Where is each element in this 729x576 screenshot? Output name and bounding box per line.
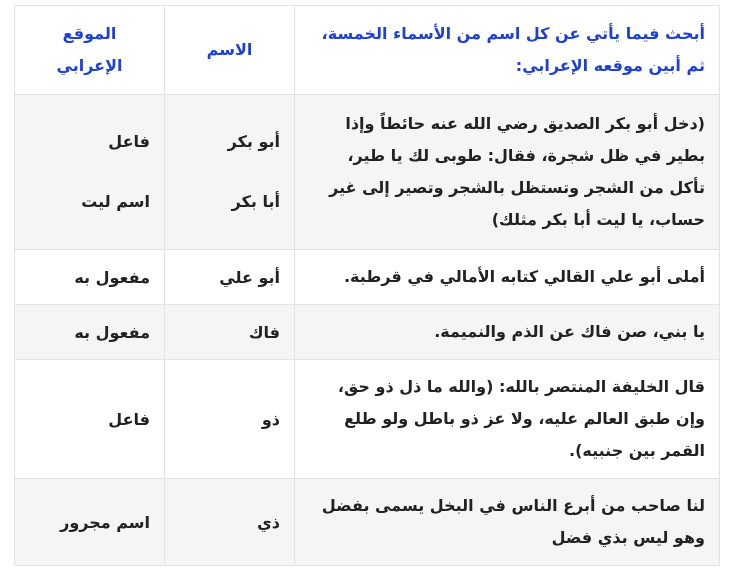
role-cell: مفعول به	[15, 250, 165, 305]
role-value: فاعل	[108, 132, 150, 151]
role-value: اسم ليت	[81, 192, 150, 211]
sentence-cell: قال الخليفة المنتصر بالله: (والله ما ذل ذو حق، وإن طبق العالم عليه، ولا عز ذو باطل ولو طلع القمر بين جنبيه).	[295, 360, 720, 479]
table-header-row	[15, 6, 720, 95]
role-cell: مفعول به	[15, 305, 165, 360]
role-header-line-2: الإعرابي	[56, 56, 123, 75]
role-column-header	[15, 6, 165, 95]
table-row	[15, 305, 720, 360]
role-cell: فاعل	[15, 360, 165, 479]
stack-spacer	[29, 158, 150, 186]
grammar-exercise-table	[14, 5, 720, 566]
table-row	[15, 360, 720, 479]
role-cell	[15, 95, 165, 250]
name-cell: ذي	[165, 479, 295, 566]
name-column-header: الاسم	[165, 6, 295, 95]
name-cell: ذو	[165, 360, 295, 479]
sentence-cell: أملى أبو علي القالي كتابه الأمالي في قرطبة.	[295, 250, 720, 305]
role-header-line-1: الموقع	[62, 24, 117, 43]
table-row	[15, 250, 720, 305]
stack-spacer	[179, 158, 280, 186]
role-cell: اسم مجرور	[15, 479, 165, 566]
name-value: أبا بكر	[231, 192, 280, 211]
table-row	[15, 95, 720, 250]
sentence-cell: (دخل أبو بكر الصديق رضي الله عنه حائطاً وإذا بطير في ظل شجرة، فقال: طوبى لك يا طير، تأكل من الشجر وتستظل بالشجر وتصير إلى غير حساب، يا ليت أبا بكر مثلك)	[295, 95, 720, 250]
name-cell: أبو علي	[165, 250, 295, 305]
sentence-cell: يا بني، صن فاك عن الذم والنميمة.	[295, 305, 720, 360]
name-cell	[165, 95, 295, 250]
name-value: أبو بكر	[227, 132, 280, 151]
table-row	[15, 479, 720, 566]
question-header: أبحث فيما يأتي عن كل اسم من الأسماء الخمسة، ثم أبين موقعه الإعرابي:	[295, 6, 720, 95]
sentence-cell: لنا صاحب من أبرع الناس في البخل يسمى بفضل وهو ليس بذي فضل	[295, 479, 720, 566]
name-cell: فاك	[165, 305, 295, 360]
